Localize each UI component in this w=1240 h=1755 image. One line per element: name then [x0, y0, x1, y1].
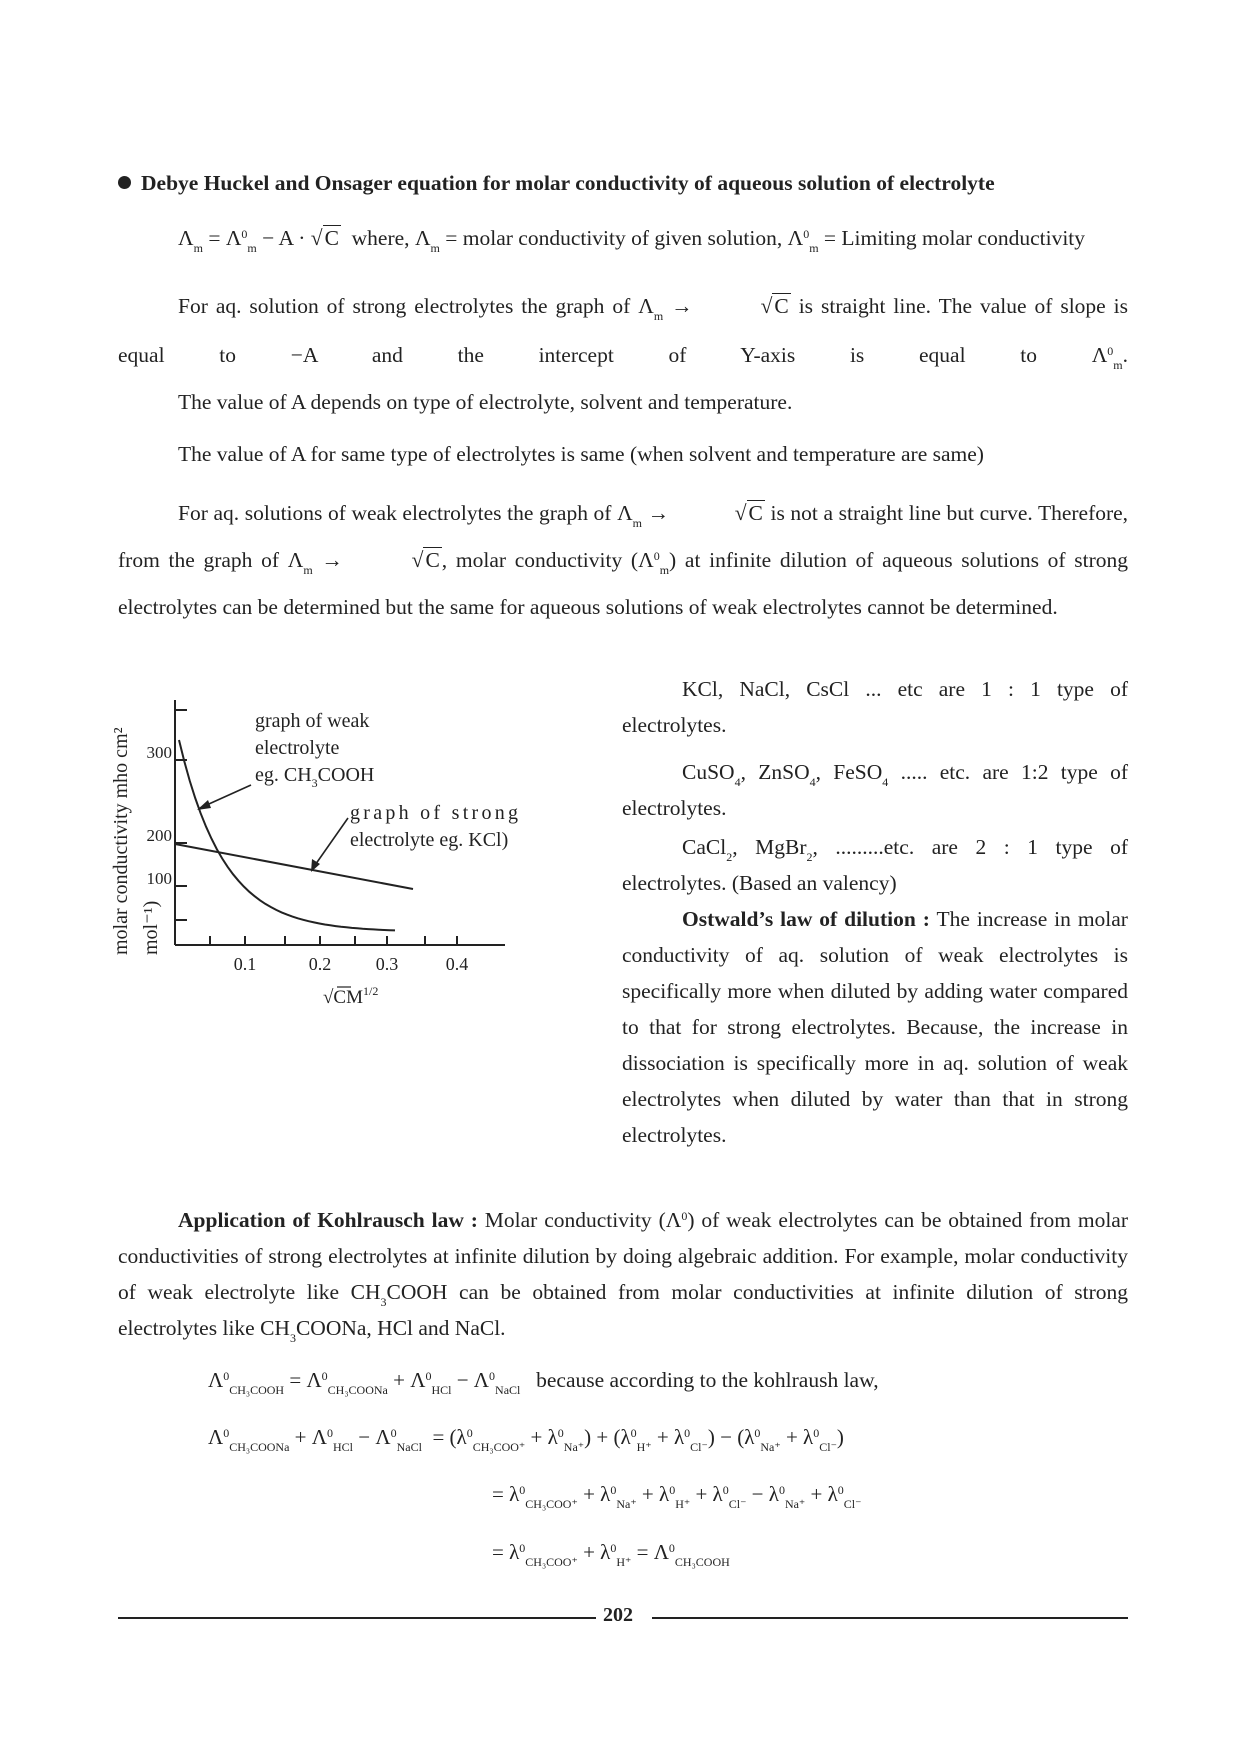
- text-fragment: +: [583, 1482, 595, 1506]
- text-fragment: ) at infinite dilution of aqueous solutions of strong electrolytes can be determined but the same for aqueous solutions of weak electrolytes cannot be determined.: [118, 548, 1129, 619]
- text-fragment: λ: [712, 1482, 723, 1506]
- text-fragment: λ: [509, 1482, 520, 1506]
- text-fragment: →: [647, 501, 670, 525]
- x-tick-label: 0.3: [375, 954, 399, 974]
- text-fragment: HCl: [333, 1440, 354, 1454]
- text-fragment: 4: [809, 775, 816, 789]
- text-fragment: =: [492, 1482, 504, 1506]
- text-fragment: 3: [289, 1331, 296, 1345]
- ostwald-paragraph: [622, 901, 1128, 1153]
- text-fragment: 0: [684, 1426, 691, 1440]
- text-fragment: Λ: [178, 226, 194, 250]
- text-fragment: +: [393, 1368, 405, 1392]
- text-fragment: =: [492, 1540, 504, 1564]
- text-fragment: Λ: [638, 548, 654, 572]
- y-tick-label: 300: [146, 743, 172, 762]
- x-tick-label: 0.1: [233, 954, 257, 974]
- text-fragment: 0: [425, 1369, 432, 1383]
- text-fragment: m: [430, 241, 440, 255]
- text-fragment: 0: [610, 1483, 617, 1497]
- text-fragment: 0: [1107, 344, 1114, 358]
- text-fragment: Cl⁻: [728, 1497, 747, 1511]
- text-fragment: 0: [241, 227, 248, 241]
- text-fragment: 0: [327, 1426, 333, 1440]
- text-fragment: 0: [778, 1483, 785, 1497]
- text-fragment: Λ: [375, 1425, 391, 1449]
- text-fragment: COONa, HCl and NaCl.: [295, 1316, 506, 1340]
- heading-text: Debye Huckel and Onsager equation for molar conductivity of aqueous solution of electrolyte: [141, 171, 995, 195]
- text-fragment: −: [358, 1425, 371, 1449]
- text-fragment: +: [810, 1482, 823, 1506]
- text-fragment: C: [774, 294, 789, 318]
- y-tick-label: 200: [146, 826, 172, 845]
- weak-label-line1: graph of weak: [255, 710, 370, 732]
- text-fragment: , .........etc. are 2 : 1 type of electrolytes. (Based an valency): [622, 835, 1129, 895]
- text-fragment: λ: [803, 1425, 814, 1449]
- weak-label-line2: electrolyte: [255, 737, 340, 759]
- text-fragment: ) of weak electrolytes can be obtained from molar conductivities of strong electrolytes at infinite dilution by doing algebraic addition. For example, molar conductivity of weak electrolyte like CH: [118, 1208, 1129, 1304]
- conductivity-graph: [105, 700, 585, 1130]
- text-fragment: +: [583, 1540, 595, 1564]
- text-fragment: , molar conductivity (: [441, 548, 639, 572]
- text-fragment: →: [321, 548, 343, 572]
- text-fragment: 2: [806, 850, 813, 864]
- text-fragment: +: [641, 1482, 654, 1506]
- sqrt-symbol: √C: [310, 226, 339, 250]
- y-axis-label-line1: molar conductivity mho cm²: [110, 727, 132, 955]
- text-fragment: λ: [456, 1425, 467, 1449]
- text-fragment: +: [530, 1425, 543, 1449]
- equation-2: $\Lambda^0_{CH_3COONa} + \Lambda^0_{HCl} - \Lambda^0_{NaCl} = (\lambda^0_{CH_3COO^+} + \lambda^0_{Na^+}) + (\lambda^0_{H^+} + \lambda^0_{Cl^-}) - (\lambda^0_{Na^+} + \lambda^0_{Cl^-})$: [208, 1425, 844, 1454]
- equation-3: [492, 1482, 862, 1511]
- text-fragment: λ: [827, 1482, 838, 1506]
- text-fragment: =: [636, 1540, 649, 1564]
- text-fragment: 0: [681, 1209, 688, 1223]
- text-fragment: CH₃COO⁺: [525, 1555, 578, 1569]
- text-fragment: 0: [668, 1541, 675, 1555]
- x-axis-label: $√CM^{1/2}$: [323, 984, 379, 1008]
- text-fragment: Λ: [653, 1540, 669, 1564]
- equation-line: [178, 220, 1128, 256]
- text-fragment: 0: [653, 549, 660, 563]
- text-fragment: For aq. solutions of weak electrolytes the graph of: [178, 501, 612, 525]
- text-fragment: ..... etc. are 1:2 type of electrolytes.: [622, 760, 1129, 820]
- text-fragment: =: [432, 1425, 445, 1449]
- text-fragment: 0: [519, 1541, 526, 1555]
- text-fragment: NaCl: [396, 1440, 422, 1454]
- text-fragment: Na⁺: [784, 1497, 806, 1511]
- bullet-icon: [118, 176, 131, 189]
- text-fragment: The increase in molar conductivity of aq. solution of weak electrolytes is specifically more when diluted by adding water compared to that for strong electrolytes. Because, the increase in dissociation is specifically more in aq. solution of weak electrolytes when diluted by water than that in strong electrolytes.: [622, 907, 1128, 1147]
- x-tick-label: 0.2: [308, 954, 332, 974]
- text-fragment: Λ: [208, 1425, 224, 1449]
- text-fragment: 0: [630, 1426, 637, 1440]
- y-axis-label-line2: mol⁻¹): [140, 900, 162, 955]
- paragraph-weak: [118, 490, 1128, 631]
- text-fragment: CaCl: [682, 835, 727, 859]
- paragraph-depends: The value of A depends on type of electrolyte, solvent and temperature.: [178, 390, 793, 414]
- equation-4: [492, 1540, 730, 1569]
- text-fragment: m: [247, 241, 257, 255]
- text-fragment: 0: [223, 1369, 230, 1383]
- arrowhead-icon: [197, 800, 211, 810]
- page-number: 202: [603, 1604, 633, 1626]
- text-fragment: +: [695, 1482, 708, 1506]
- text-fragment: λ: [547, 1425, 558, 1449]
- text-fragment: Ostwald’s law of dilution :: [682, 907, 930, 931]
- text-fragment: ·: [298, 226, 306, 250]
- text-fragment: 0: [321, 1369, 328, 1383]
- text-fragment: +: [596, 1425, 609, 1449]
- text-fragment: →: [671, 294, 693, 318]
- text-fragment: = Limiting molar conductivity: [823, 226, 1086, 250]
- text-fragment: 0: [610, 1541, 617, 1555]
- sqrt-symbol: √C: [411, 548, 440, 572]
- text-fragment: −: [720, 1425, 732, 1449]
- text-fragment: is straight line. The value of slope is equal to −A and the intercept of Y-axis is equal to: [118, 294, 1129, 367]
- sqrt-symbol: √C: [760, 294, 789, 318]
- strong-annotation-arrow: [313, 818, 348, 868]
- text-fragment: Application of Kohlrausch law :: [178, 1208, 478, 1232]
- text-fragment: , MgBr: [732, 835, 807, 859]
- paragraph-same: The value of A for same type of electrolytes is same (when solvent and temperature are same): [178, 442, 984, 466]
- text-fragment: Λ: [410, 1368, 426, 1392]
- weak-label-line3: eg. $CH_3COOH$: [255, 764, 375, 790]
- text-fragment: 0: [489, 1369, 496, 1383]
- text-fragment: 0: [223, 1426, 230, 1440]
- text-fragment: CH₃COOH: [674, 1555, 730, 1569]
- section-heading: [118, 165, 1128, 201]
- text-fragment: m: [809, 241, 819, 255]
- text-fragment: 0: [754, 1426, 761, 1440]
- text-fragment: 0: [813, 1426, 820, 1440]
- text-fragment: H⁺: [636, 1440, 652, 1454]
- text-fragment: m: [653, 309, 664, 323]
- text-fragment: Na⁺: [760, 1440, 781, 1454]
- text-fragment: 0: [557, 1426, 564, 1440]
- text-fragment: , FeSO: [815, 760, 883, 784]
- text-fragment: where,: [351, 226, 410, 250]
- text-fragment: =: [208, 226, 221, 250]
- text-fragment: COOH can be obtained from molar conductivities at infinite dilution of strong electrolytes like CH: [118, 1280, 1128, 1340]
- text-fragment: NaCl: [495, 1383, 521, 1397]
- text-fragment: is not a straight line but curve. Therefore, from the graph of: [118, 501, 1129, 572]
- text-fragment: 4: [882, 775, 889, 789]
- text-fragment: Λ: [306, 1368, 322, 1392]
- text-fragment: m: [1113, 358, 1123, 372]
- text-fragment: CH₃COO⁺: [472, 1440, 526, 1454]
- strong-label-line1: graph of strong: [350, 802, 518, 824]
- types-1-1: KCl, NaCl, CsCl ... etc are 1 : 1 type of electrolytes.: [622, 677, 1128, 737]
- text-fragment: Cl⁻: [690, 1440, 708, 1454]
- text-fragment: λ: [768, 1482, 779, 1506]
- text-fragment: λ: [620, 1425, 631, 1449]
- text-fragment: Na⁺: [616, 1497, 637, 1511]
- text-fragment: Cl⁻: [819, 1440, 837, 1454]
- text-fragment: +: [656, 1425, 669, 1449]
- text-fragment: 0: [519, 1483, 526, 1497]
- text-fragment: H⁺: [616, 1555, 632, 1569]
- text-fragment: +: [294, 1425, 307, 1449]
- text-fragment: Λ: [208, 1368, 224, 1392]
- text-fragment: λ: [509, 1540, 520, 1564]
- text-fragment: +: [785, 1425, 798, 1449]
- text-fragment: CH₃COOH: [229, 1383, 285, 1397]
- text-fragment: Λ: [414, 226, 431, 250]
- text-fragment: , ZnSO: [740, 760, 810, 784]
- text-fragment: λ: [659, 1482, 670, 1506]
- text-fragment: A: [278, 226, 293, 250]
- text-fragment: CuSO: [682, 760, 735, 784]
- text-fragment: Λ: [473, 1368, 490, 1392]
- text-fragment: −: [751, 1482, 764, 1506]
- text-fragment: 0: [669, 1483, 676, 1497]
- text-fragment: m: [193, 241, 203, 255]
- text-fragment: =: [289, 1368, 302, 1392]
- text-fragment: Na⁺: [563, 1440, 585, 1454]
- equation-1: [208, 1368, 879, 1397]
- text-fragment: m: [303, 563, 313, 577]
- text-fragment: 0: [722, 1483, 729, 1497]
- text-fragment: C: [324, 226, 339, 250]
- text-fragment: Λ: [225, 226, 242, 250]
- types-2-1: [622, 829, 1128, 901]
- text-fragment: CH₃COONa: [229, 1440, 290, 1454]
- text-fragment: CH₃COONa: [327, 1383, 388, 1397]
- text-fragment: H⁺: [675, 1497, 691, 1511]
- kohlrausch-paragraph: [118, 1202, 1128, 1346]
- text-fragment: −: [456, 1368, 469, 1392]
- text-fragment: 2: [726, 850, 733, 864]
- text-fragment: m: [659, 563, 670, 577]
- strong-label-line2: electrolyte eg. KCl): [350, 829, 509, 851]
- text-fragment: −: [262, 226, 275, 250]
- types-1-2: [622, 754, 1128, 826]
- text-fragment: Λ: [617, 501, 633, 525]
- text-fragment: 0: [837, 1483, 844, 1497]
- footer-rule-right: [652, 1617, 1128, 1619]
- text-fragment: Λ: [665, 1208, 682, 1232]
- text-fragment: because according to the kohlraush law,: [536, 1368, 879, 1392]
- text-fragment: 3: [380, 1295, 387, 1309]
- text-fragment: 0: [390, 1426, 397, 1440]
- text-fragment: HCl: [431, 1383, 452, 1397]
- text-fragment: λ: [673, 1425, 685, 1449]
- x-tick-label: 0.4: [445, 954, 469, 974]
- text-fragment: = molar conductivity of given solution,: [445, 226, 783, 250]
- text-fragment: C: [425, 548, 440, 572]
- text-fragment: m: [632, 516, 642, 530]
- text-fragment: Λ: [787, 226, 804, 250]
- text-fragment: λ: [600, 1540, 611, 1564]
- text-fragment: 4: [734, 775, 741, 789]
- text-fragment: λ: [744, 1425, 755, 1449]
- text-fragment: Λ: [1091, 343, 1108, 367]
- y-tick-label: 100: [146, 869, 172, 888]
- text-fragment: Λ: [638, 294, 654, 318]
- paragraph-strong: For aq. solution of strong electrolytes the graph of $\Lambda_m \to √C$ is straight line. The value of slope is equal to −A and the intercept of Y-axis is equal to $\Lambda^0_m$.: [118, 282, 1128, 380]
- text-fragment: C: [748, 501, 763, 525]
- text-fragment: 0: [803, 227, 810, 241]
- text-fragment: Λ: [311, 1425, 327, 1449]
- text-fragment: Λ: [287, 548, 304, 572]
- text-fragment: Cl⁻: [843, 1497, 862, 1511]
- text-fragment: 0: [466, 1426, 473, 1440]
- text-fragment: λ: [600, 1482, 611, 1506]
- text-fragment: CH₃COO⁺: [525, 1497, 578, 1511]
- footer-rule-left: [118, 1617, 596, 1619]
- text-fragment: For aq. solution of strong electrolytes the graph of: [178, 294, 631, 318]
- text-fragment: Molar conductivity (: [484, 1208, 666, 1232]
- sqrt-symbol: √C: [734, 501, 763, 525]
